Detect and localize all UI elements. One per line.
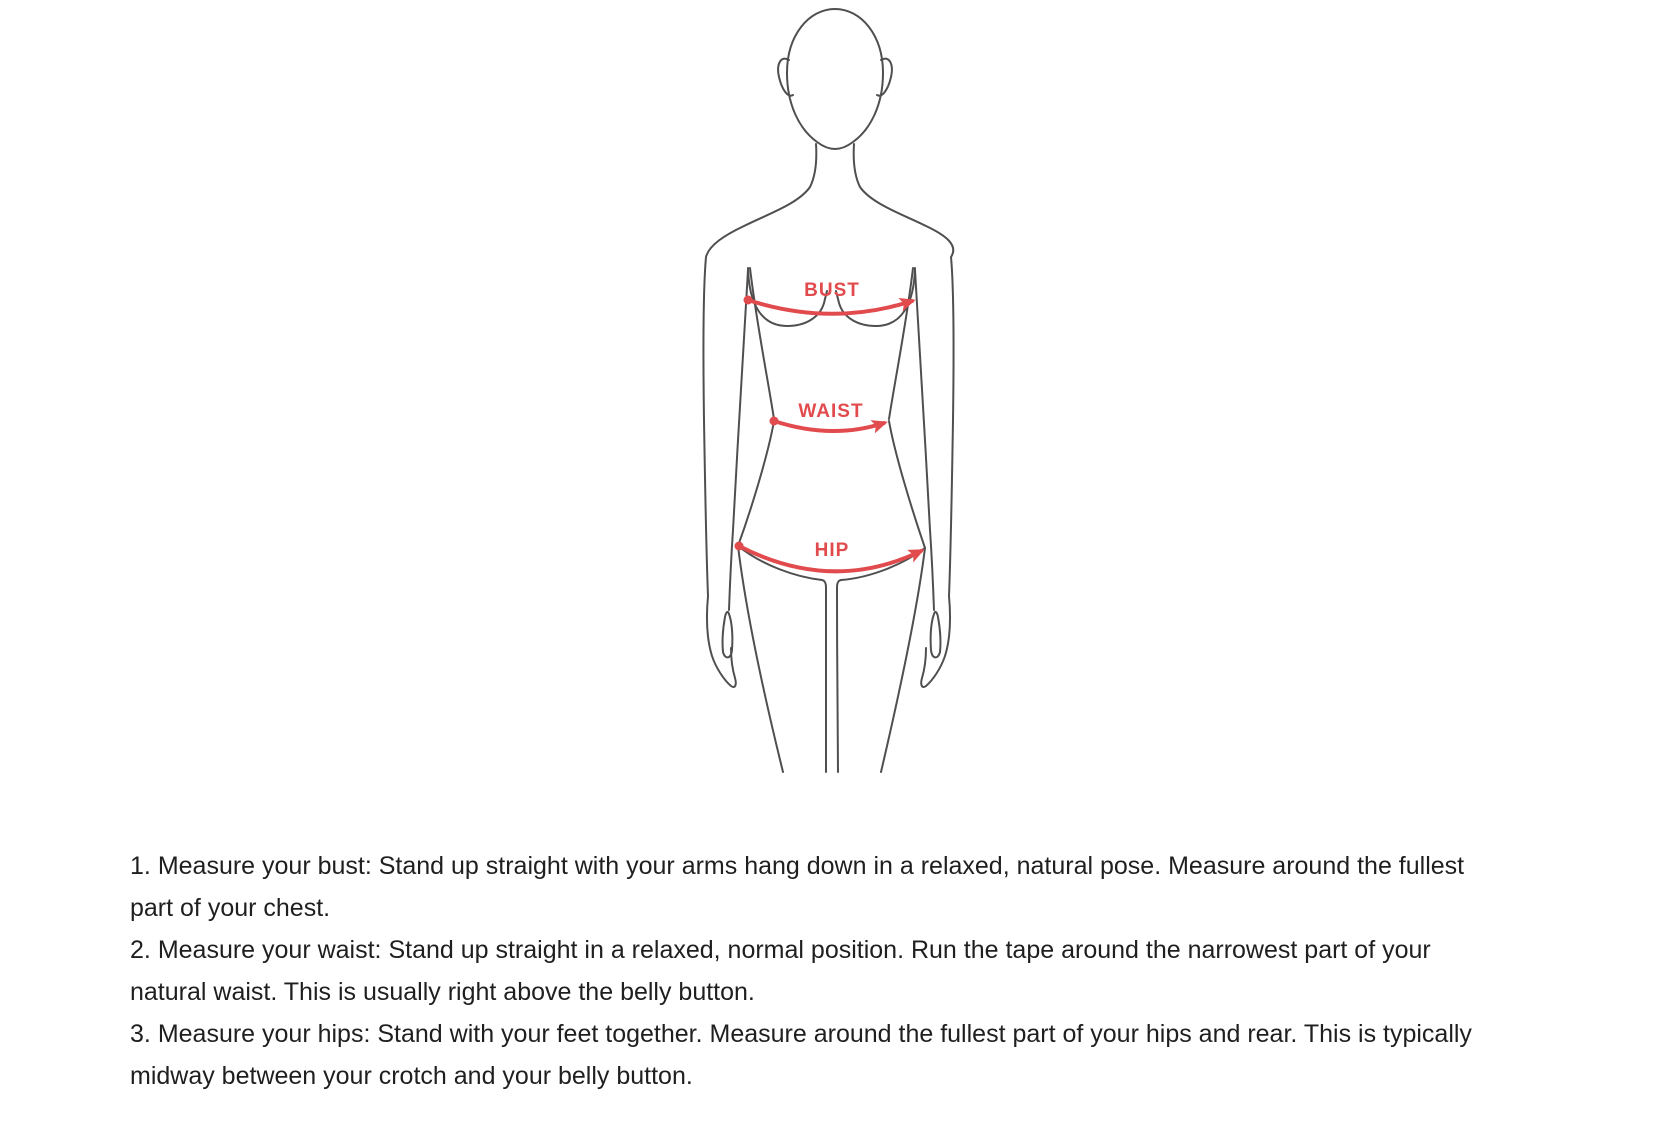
instruction-text: Measure your hips: Stand with your feet together. Measure around the fullest part of your hips and rear. This is typically midway between your crotch and your belly button.	[130, 1020, 1472, 1090]
waist-label: WAIST	[798, 401, 864, 422]
right-ear	[877, 59, 892, 96]
body-measurement-diagram	[555, 0, 1115, 790]
bust-label: BUST	[804, 280, 860, 301]
body-figure-illustration	[555, 0, 1115, 790]
right-inner-leg	[837, 588, 838, 772]
hip-arrow-dot	[735, 542, 744, 551]
left-ear	[778, 59, 793, 96]
measuring-instructions	[130, 845, 1495, 1097]
waist-arrow-dot	[770, 417, 779, 426]
right-hand	[921, 596, 950, 687]
instruction-number: 3.	[130, 1020, 151, 1048]
instruction-number: 2.	[130, 936, 151, 964]
left-neck-shoulder-arm	[703, 144, 816, 596]
bust-arrow-dot	[744, 296, 753, 305]
right-torso-side	[889, 268, 913, 419]
left-torso-side	[750, 268, 774, 419]
measurement-arrows	[735, 296, 922, 572]
right-neck-shoulder-arm	[854, 144, 954, 596]
body-outline	[703, 9, 953, 772]
waist-arrow	[774, 421, 884, 431]
right-thumb	[931, 612, 941, 658]
instruction-number: 1.	[130, 852, 151, 880]
right-hip-side	[889, 421, 925, 548]
left-hip-side	[738, 421, 774, 546]
head-outline	[787, 9, 883, 149]
left-inner-arm	[729, 270, 748, 610]
instruction-item-hips	[130, 1013, 1495, 1097]
bust-arrow	[748, 300, 912, 314]
instruction-text: Measure your bust: Stand up straight with your arms hang down in a relaxed, natural pose. Measure around the fullest part of your chest.	[130, 852, 1465, 922]
hip-label: HIP	[814, 540, 850, 561]
instruction-item-bust	[130, 845, 1495, 929]
instruction-item-waist	[130, 929, 1495, 1013]
left-outer-leg	[738, 546, 783, 772]
instruction-text: Measure your waist: Stand up straight in a relaxed, normal position. Run the tape around the narrowest part of your natural waist. This is usually right above the belly button.	[130, 936, 1431, 1006]
right-outer-leg	[881, 548, 925, 772]
